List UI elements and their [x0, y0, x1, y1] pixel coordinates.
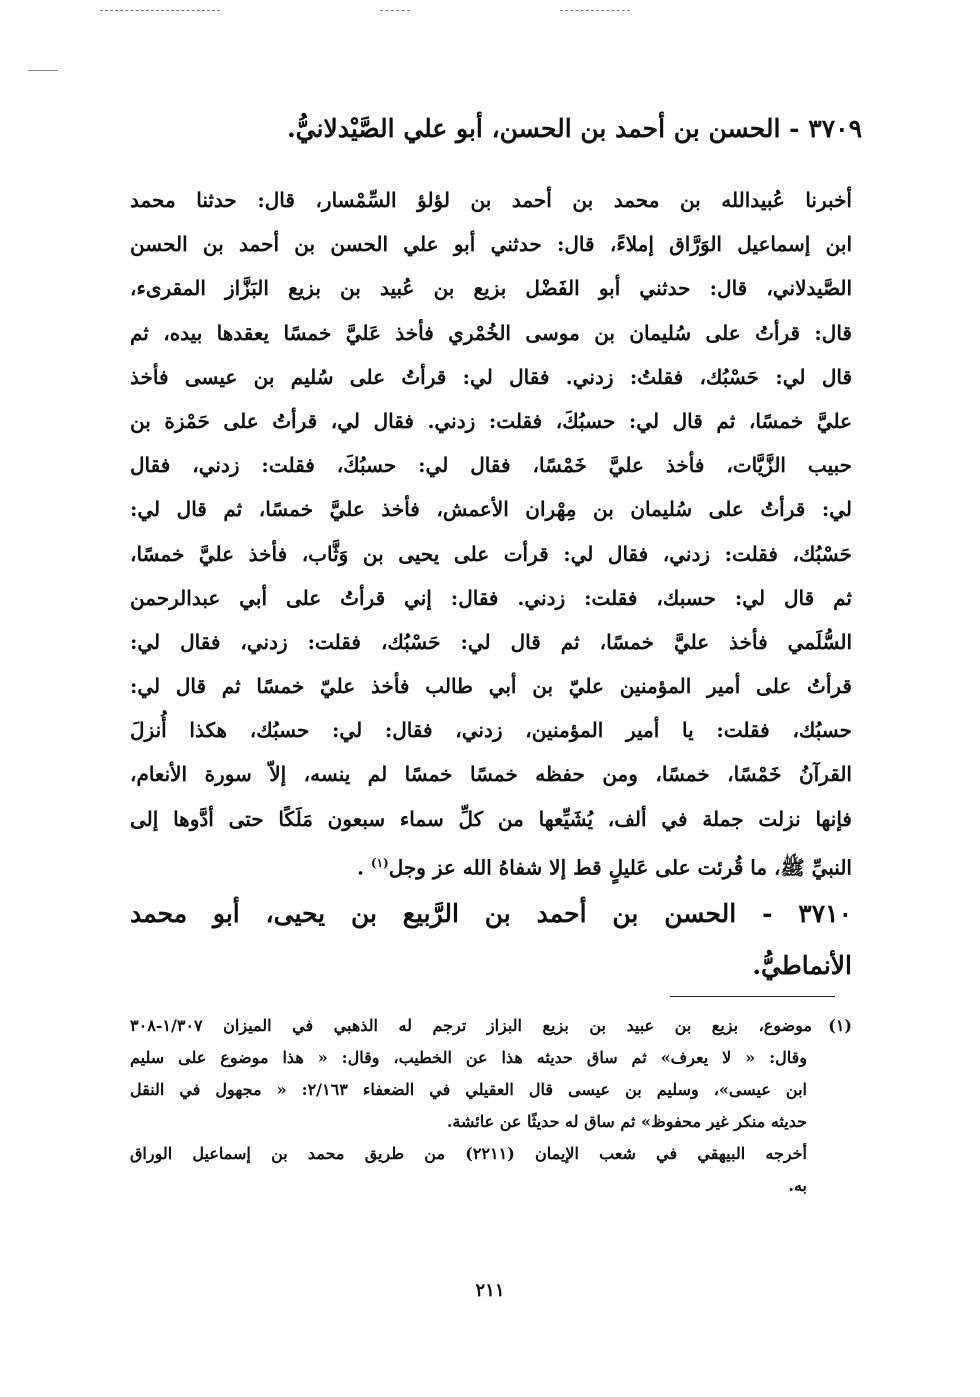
footnote-line: وقال: « لا يعرف» ثم ساق حديثه هذا عن الخطيب، وقال: « هذا موضوع على سليم	[130, 1048, 807, 1067]
entry-body-text	[130, 178, 852, 885]
body-line: فإنها نزلت جملة في ألف، يُشَيِّعها من كلِّ سماء سبعون مَلَكًا حتى أدَّوها إلى	[130, 806, 852, 831]
footnote-separator	[670, 996, 835, 997]
body-line: الصَّيدلاني، قال: حدثني أبو الفَضْل بزيع بن عُبيد بن بزيع البَزَّاز المقرىء،	[130, 276, 852, 301]
top-rule	[560, 10, 630, 11]
footnote-line: أخرجه البيهقي في شعب الإيمان (٢٢١١) من طريق محمد بن إسماعيل الوراق	[130, 1144, 808, 1163]
body-line: القرآنُ خَمْسًا، خمسًا، ومن حفظه خمسًا خمسًا لم ينسه، إلاّ سورة الأنعام،	[130, 762, 852, 787]
page-number: ٢١١	[475, 1280, 505, 1301]
footnote-line: حديثه منكر غير محفوظ» ثم ساق له حديثًا عن عائشة.	[446, 1112, 807, 1131]
top-rule	[380, 10, 410, 11]
heading-line: الأنماطيُّ.	[752, 951, 852, 980]
body-line-text: النبيِّ ﷺ، ما قُرئت على عَليلٍ قط إلا شفاهُ الله عز وجل	[388, 855, 852, 880]
body-line: عليَّ خمسًا، ثم قال لي: حسبُكَ، فقلت: زدني. فقال لي، قرأتُ على حَمْزة بن	[130, 408, 853, 433]
footnote-text: موضوع، بزيع بن عبيد بن بزيع البزاز ترجم له الذهبي في الميزان ١/٣٠٧-٣٠٨	[130, 1016, 812, 1035]
body-line: أخبرنا عُبيدالله بن محمد بن أحمد بن لؤلؤ السِّمْسار، قال: حدثنا محمد	[130, 188, 852, 212]
footnote-number: (١)	[828, 1016, 852, 1035]
body-line: حَسْبُك، فقلت: زدني، فقال لي: قرأت على يحيى بن وَثَّاب، فأخذ عليَّ خمسًا،	[130, 541, 852, 566]
body-line: السُّلَمي فأخذ عليَّ خمسًا، ثم قال لي: حَسْبُك، فقلت: زدني، فقال لي:	[130, 629, 852, 654]
body-line: قال لي: حَسْبُك، فقلتُ: زدني. فقال لي: قرأتُ على سُليم بن عيسى فأخذ	[130, 364, 852, 389]
top-rule	[100, 10, 220, 11]
margin-mark	[28, 70, 58, 71]
footnote-line: ابن عيسى»، وسليم بن عيسى قال العقيلي في الضعفاء ٢/١٦٣: « مجهول في النقل	[130, 1080, 807, 1099]
body-line: ابن إسماعيل الوَرَّاق إملاءً، قال: حدثني أبو علي الحسن بن أحمد بن الحسن	[130, 232, 852, 257]
body-line: قرأتُ على أمير المؤمنين عليّ بن أبي طالب فأخذ عليّ خمسًا ثم قال لي:	[130, 674, 852, 699]
footnotes	[130, 1010, 852, 1202]
heading-line: ٣٧١٠ - الحسن بن أحمد بن الرَّبيع بن يحيى، أبو محمد	[130, 899, 852, 928]
body-line: حسبُك، فقلت: يا أمير المؤمنين، زدني، فقال: لي: حسبُك، هكذا أُنزلَ	[130, 718, 852, 743]
body-line: لي: قرأتُ على سُليمان بن مِهْران الأعمش، فأخذ عليَّ خمسًا، ثم قال لي:	[130, 497, 852, 522]
body-line: النبيِّ ﷺ، ما قُرئت على عَليلٍ قط إلا شفاهُ الله عز وجل$^{(١)}$ .	[356, 855, 852, 880]
footnote-line	[130, 1010, 852, 1042]
entry-heading-3709: ٣٧٠٩ - الحسن بن أحمد بن الحسن، أبو علي الصَّيْدلانيُّ.	[286, 114, 862, 143]
body-line: قال: قرأتُ على سُليمان بن موسى الخُمْري فأخذ عَليَّ خمسًا يعقدها بيده، ثم	[130, 320, 852, 345]
footnote-reference: (١)	[370, 855, 389, 870]
footnote-line: به.	[788, 1176, 807, 1195]
body-line: ثم قال لي: حسبك، فقلت: زدني. فقال: إني قرأتُ على أبي عبدالرحمن	[130, 585, 852, 610]
body-line: حبيب الزَّيَّات، فأخذ عليَّ خَمْسًا، فقال لي: حسبُكَ، فقلت: زدني، فقال	[130, 453, 853, 478]
entry-heading-3710	[130, 888, 852, 992]
